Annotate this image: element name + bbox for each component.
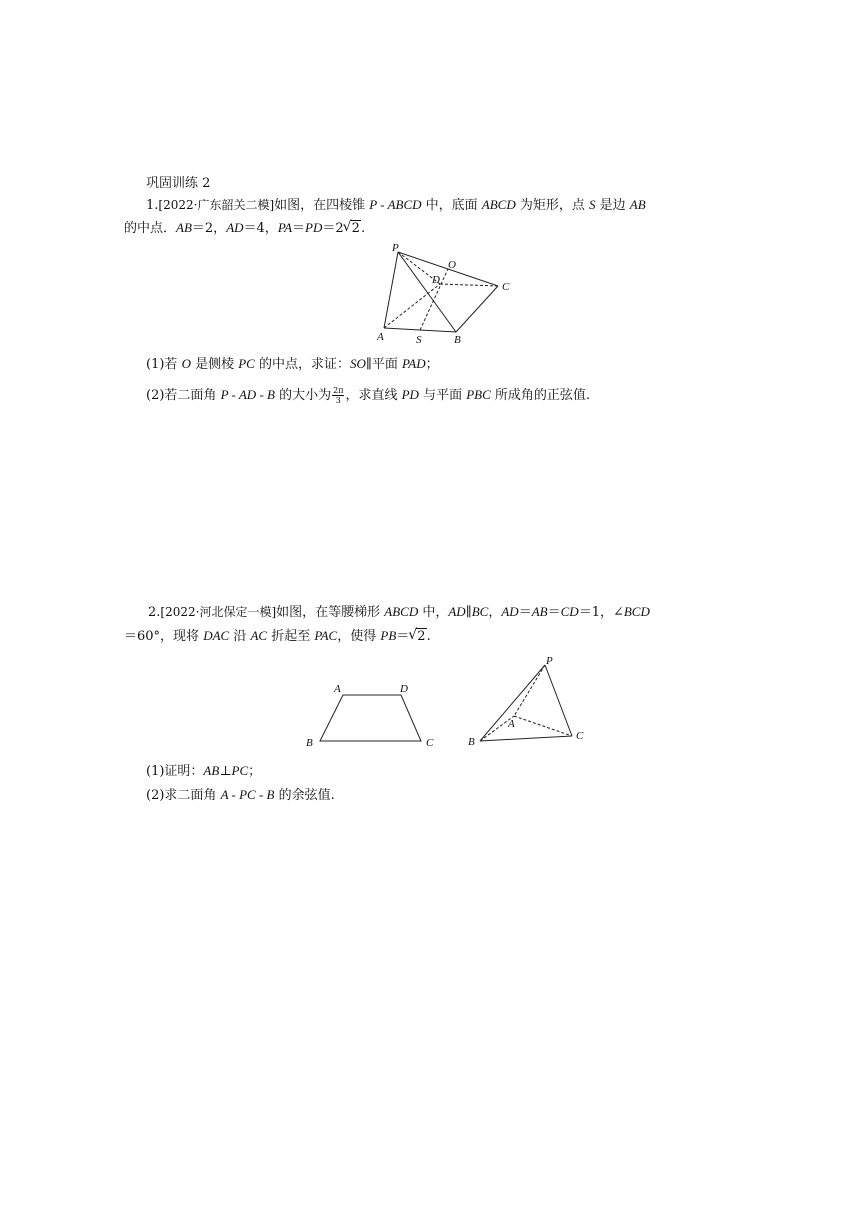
text: 是边 (595, 198, 630, 213)
math: AD (448, 604, 466, 619)
problem-2-question-2 (146, 787, 335, 804)
math: DAC (203, 628, 230, 643)
math: PD (305, 220, 323, 235)
text: 的大小为 (274, 388, 332, 403)
edge-pa (384, 252, 398, 328)
text: 的中点． (124, 221, 177, 236)
text: (2)求二面角 (146, 788, 221, 803)
text: 是侧棱 (190, 357, 239, 372)
text: ＝2， (191, 221, 227, 236)
text: 中， (418, 605, 449, 620)
folded-tetrahedron-figure (462, 652, 602, 752)
edge-ac (514, 716, 572, 736)
text: 的中点，求证： (254, 357, 350, 372)
math: PBC (466, 387, 491, 402)
text: ＝ (292, 221, 306, 236)
problem-number: 1. (146, 198, 159, 213)
label-d: D (432, 274, 440, 286)
section-title: 巩固训练 2 (146, 176, 211, 191)
text: ； (248, 764, 262, 779)
edge-dc (440, 284, 498, 286)
text: 的余弦值. (274, 788, 335, 803)
text: (1)若 (146, 357, 182, 372)
text: ∥平面 (365, 357, 403, 372)
text: . (360, 221, 366, 236)
math: S (589, 197, 596, 212)
text: ＝ (396, 629, 410, 644)
sqrt (344, 221, 361, 237)
trapezoid-figure (300, 675, 450, 755)
text: ＝1，∠ (578, 605, 624, 620)
text: ＝4， (243, 221, 278, 236)
label-o: O (448, 259, 456, 271)
math: AD (501, 604, 519, 619)
text: (1)证明： (146, 764, 204, 779)
math: AB (531, 604, 548, 619)
edge-bc (480, 736, 572, 741)
edge-pa (514, 665, 545, 716)
sqrt-value: 2 (351, 221, 360, 236)
math: ABCD (481, 197, 516, 212)
text: 沿 (229, 629, 251, 644)
text: ， (488, 605, 502, 620)
label-b: B (454, 334, 461, 346)
text: ＝ (518, 605, 532, 620)
text: 中，底面 (421, 198, 482, 213)
problem-1-line-2 (124, 220, 365, 237)
text: ； (425, 357, 439, 372)
label-p: P (392, 242, 399, 254)
label-a: A (334, 683, 341, 695)
math: PAC (314, 628, 338, 643)
text: . (426, 629, 431, 644)
sqrt-value: 2 (417, 629, 426, 644)
label-a: A (377, 331, 384, 343)
text: (2)若二面角 (146, 388, 221, 403)
text: ⊥ (219, 764, 232, 779)
math: AB (203, 763, 220, 778)
math: AC (250, 628, 268, 643)
text: ，使得 (337, 629, 381, 644)
text: 折起至 (267, 629, 315, 644)
sqrt (409, 629, 426, 645)
math: PAD (402, 356, 426, 371)
label-s: S (416, 334, 422, 346)
problem-number: 2. (148, 605, 161, 620)
text: 与平面 (418, 388, 467, 403)
pyramid-figure (370, 240, 530, 350)
problem-source: [2022·广东韶关二模] (158, 198, 275, 212)
text: 所成角的正弦值. (490, 388, 591, 403)
label-a: A (508, 718, 515, 730)
math: AB (176, 220, 192, 235)
math: PC (231, 763, 249, 778)
edge-ad (384, 284, 440, 328)
problem-source: [2022·河北保定一模] (160, 605, 277, 619)
math: SO (349, 356, 366, 371)
math: P - AD - B (220, 387, 275, 402)
problem-1-question-2 (146, 386, 590, 405)
math: ABCD (384, 604, 419, 619)
math: BCD (623, 604, 650, 619)
math: PD (401, 387, 419, 402)
edge-bc (456, 286, 498, 332)
label-p: P (546, 655, 553, 667)
math: PA (277, 220, 293, 235)
label-b: B (468, 736, 475, 748)
label-c: C (426, 737, 434, 749)
text: 如图，在四棱锥 (274, 198, 370, 213)
trapezoid-abcd (320, 695, 421, 741)
math: PB (380, 628, 397, 643)
fraction (332, 386, 344, 405)
text: ＝ (547, 605, 561, 620)
problem-2-line-2 (124, 628, 431, 645)
numerator: 2π (333, 386, 344, 395)
text: 如图，在等腰梯形 (276, 605, 385, 620)
text: ＝2 (322, 221, 344, 236)
text: ＝60°，现将 (124, 629, 204, 644)
problem-1-line-1 (146, 197, 646, 214)
math: A - PC - B (220, 787, 275, 802)
problem-2-line-1 (148, 604, 650, 621)
problem-2-question-1 (146, 763, 261, 780)
math: AD (226, 220, 244, 235)
math: PC (238, 356, 255, 371)
math: BC (471, 604, 489, 619)
text: ∥ (465, 605, 472, 620)
problem-1-question-1 (146, 356, 439, 373)
text: 为矩形，点 (515, 198, 589, 213)
denominator: 3 (335, 396, 341, 405)
math: AB (629, 197, 646, 212)
math: CD (560, 604, 579, 619)
label-b: B (306, 737, 313, 749)
label-d: D (400, 683, 408, 695)
math: P - ABCD (369, 197, 422, 212)
text: ，求直线 (345, 388, 402, 403)
edge-pc (545, 665, 572, 736)
label-c: C (502, 281, 510, 293)
label-c: C (576, 730, 584, 742)
math: O (181, 356, 191, 371)
